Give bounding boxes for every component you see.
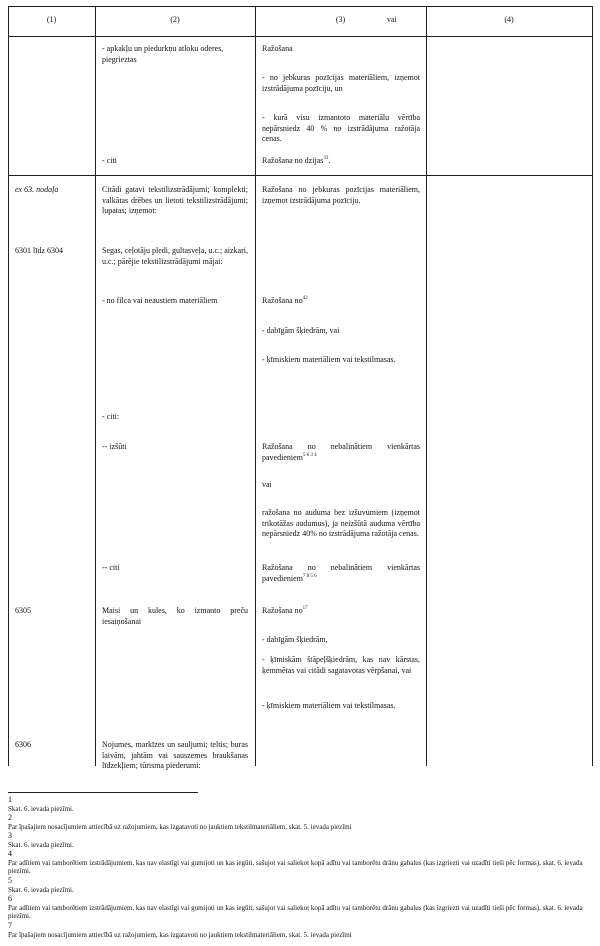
rule-no-dzijas-text: Ražošana no dzijas bbox=[262, 156, 324, 165]
footnote-ref: 17 bbox=[302, 606, 308, 611]
desc-6301: Segas, ceļotāju pledi, gultasveļa, u.c.; aizkari, u.c.; pārējie tekstilizstrādājumi mājai: bbox=[102, 246, 248, 266]
desc-ex63: Citādi gatavi tekstilizstrādājumi; komplekti; valkātas drēbes un lietoti tekstilizstrādājumi; lupatas; izņemot: bbox=[102, 185, 248, 215]
rule-no-jebkuras: - no jebkuras pozīcijas materiāliem, izņemot izstrādājuma pozīciju, un bbox=[262, 73, 420, 93]
rule-auduma: ražošana no auduma bez izšuvumiem (izņemot trikotāžas audumus), ja neizšūtā auduma vērtība nepārsniedz 40% no izstrādājuma ražotāja cenas. bbox=[262, 508, 420, 538]
desc-citi: -- citi bbox=[102, 563, 120, 572]
footnote-number: 6 bbox=[8, 894, 12, 903]
rule-razosana-no-text: Ražošana no bbox=[262, 296, 303, 305]
rule-razosana-no-text: Ražošana no bbox=[262, 606, 303, 615]
desc-6306: Nojumes, markīzes un sauljumi; teltis; buras laivām, jahtām vai sauszemes braukšanas līdzekļiem; tūrisma piederumi: bbox=[102, 740, 248, 770]
column-border bbox=[255, 6, 256, 766]
rule-kimiskiem: - ķīmiskiem materiāliem vai tekstilmasas. bbox=[262, 701, 396, 710]
rule-dabigam: - dabīgām šķiedrām, vai bbox=[262, 326, 340, 335]
footnote-number: 1 bbox=[8, 795, 12, 804]
footnote bbox=[8, 850, 588, 876]
rule-nebalinatiem-text: Ražošana no nebalinātiem vienkārtas pavedieniem bbox=[262, 442, 420, 462]
rule-nebalinatiem-text: Ražošana no nebalinātiem vienkārtas pavedieniem bbox=[262, 563, 420, 583]
rule-no-dzijas: Ražošana no dzijas$^{33}$. bbox=[262, 156, 331, 165]
column-border bbox=[426, 6, 427, 766]
code-6301: 6301 līdz 6304 bbox=[15, 246, 63, 255]
column-border bbox=[95, 6, 96, 766]
footnote-ref: 7 8 5 6 bbox=[302, 573, 317, 579]
rule-razosana-no bbox=[262, 296, 308, 307]
footnote-text: Par adītiem vai tamborētiem izstrādājumiem, kas nav elastīgi vai gumijoti un kas iegūti, sašujot vai saliekot kopā adītu vai tamborētu drānu gabalus (kas izgriezti vai uzadīti tieši pēc formas), skat. 6. ievada piezīmi. bbox=[8, 858, 583, 875]
footnote-number: 5 bbox=[8, 876, 12, 885]
rule-kimiskiem: - ķīmiskiem materiāliem vai tekstilmasas. bbox=[262, 355, 396, 364]
footnote-ref: 5 6 3 4 bbox=[302, 452, 317, 458]
footnote-separator bbox=[8, 792, 198, 793]
footnote-text: Skat. 6. ievada piezīmi. bbox=[8, 885, 74, 894]
footnote bbox=[8, 895, 588, 921]
footnote-text: Par adītiem vai tamborētiem izstrādājumiem, kas nav elastīgi vai gumijoti un kas iegūti, sašujot vai saliekot kopā adītu vai tamborētu drānu gabalus (kas izgriezti vai uzadīti tieši pēc formas), skat. 6. ievada piezīmi. bbox=[8, 903, 583, 920]
header-col-3-vai: vai bbox=[387, 15, 397, 24]
desc-citi: - citi: bbox=[102, 412, 120, 421]
rule-ex63: Ražošana no jebkuras pozīcijas materiāliem, izņemot izstrādājuma pozīciju. bbox=[262, 185, 420, 205]
rule-vai: vai bbox=[262, 480, 272, 489]
footnote-number: 2 bbox=[8, 813, 12, 822]
rule-nebalinatiem bbox=[262, 442, 420, 463]
column-border bbox=[592, 6, 593, 766]
rule-nebalinatiem bbox=[262, 563, 420, 584]
footnote-ref: 42 bbox=[302, 296, 308, 301]
footnote bbox=[8, 796, 588, 813]
footnote bbox=[8, 832, 588, 849]
footnote bbox=[8, 922, 588, 939]
footnote-text: Skat. 6. ievada piezīmi. bbox=[8, 804, 74, 813]
rule-dabigam: - dabīgām šķiedrām, bbox=[262, 635, 328, 644]
header-col-3: (3) bbox=[335, 15, 346, 24]
footnote bbox=[8, 877, 588, 894]
footnote-text: Par īpašajiem nosacījumiem attiecībā uz ražojumiem, kas izgatavoti no jauktiem tekstilmateriāliem, skat. 5. ievada piezīmi bbox=[8, 822, 352, 831]
rule-razosana: Ražošana bbox=[262, 44, 293, 53]
column-border bbox=[8, 6, 9, 766]
footnote bbox=[8, 814, 588, 831]
rule-stapel: - ķīmiskām štāpeļšķiedrām, kas nav kārstas, ķemmētas vai citādi sagatavotas vērpšanai, vai bbox=[262, 655, 420, 675]
header-col-1: (1) bbox=[46, 15, 57, 24]
footnote-text: Skat. 6. ievada piezīmi. bbox=[8, 840, 74, 849]
header-col-4: (4) bbox=[504, 15, 514, 24]
footnote-number: 4 bbox=[8, 849, 12, 858]
header-col-2: (2) bbox=[170, 15, 180, 24]
rule-kura-visu: - kurā visu izmantoto materiālu vērtība nepārsniedz 40 % no izstrādājuma ražotāja cenas. bbox=[262, 113, 420, 143]
rule-razosana-no bbox=[262, 606, 308, 617]
footnote-ref: 33 bbox=[323, 156, 329, 161]
desc-6305: Maisi un kules, ko izmanto preču iesaiņošanai bbox=[102, 606, 248, 626]
desc-apkaklu: - apkakļu un piedurkņu atloku oderes, piegrieztas bbox=[102, 44, 224, 64]
footnote-text: Par īpašajiem nosacījumiem attiecībā uz ražojumiem, kas izgatavoti no jauktiem tekstilmateriāliem, skat. 5. ievada piezīmi bbox=[8, 930, 352, 939]
footnote-number: 3 bbox=[8, 831, 12, 840]
desc-izsuti: -- izšūti bbox=[102, 442, 127, 451]
code-ex63: ex 63. nodaļa bbox=[15, 185, 59, 194]
desc-filca: - no filca vai neaustiem materiāliem bbox=[102, 296, 218, 305]
desc-citi: - citi bbox=[102, 156, 117, 165]
code-6305: 6305 bbox=[15, 606, 31, 615]
code-6306: 6306 bbox=[15, 740, 31, 749]
footnote-number: 7 bbox=[8, 921, 12, 930]
